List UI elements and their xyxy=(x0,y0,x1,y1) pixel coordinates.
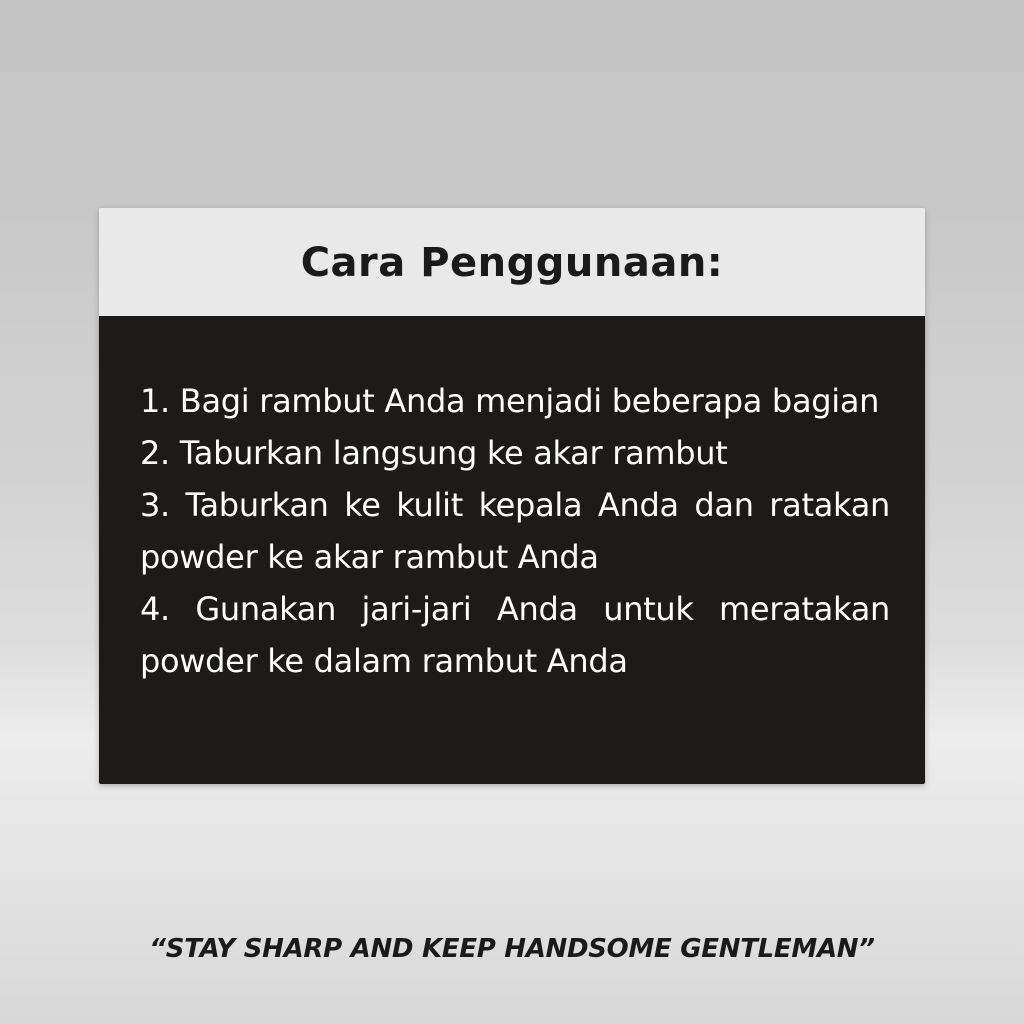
step-item-3: 3. Taburkan ke kulit kepala Anda dan ratakan powder ke akar rambut Anda xyxy=(140,486,890,576)
card-body xyxy=(99,316,925,784)
step-item-4: 4. Gunakan jari-jari Anda untuk meratakan powder ke dalam rambut Anda xyxy=(140,590,890,680)
footer-quote: “STAY SHARP AND KEEP HANDSOME GENTLEMAN” xyxy=(149,934,875,964)
card-title: Cara Penggunaan: xyxy=(300,240,724,286)
step-item-1: 1. Bagi rambut Anda menjadi beberapa bagian xyxy=(140,382,880,420)
step-item-2: 2. Taburkan langsung ke akar rambut xyxy=(140,434,728,472)
card-header xyxy=(99,208,925,316)
instructions-card xyxy=(99,208,925,784)
step-list xyxy=(140,375,890,687)
